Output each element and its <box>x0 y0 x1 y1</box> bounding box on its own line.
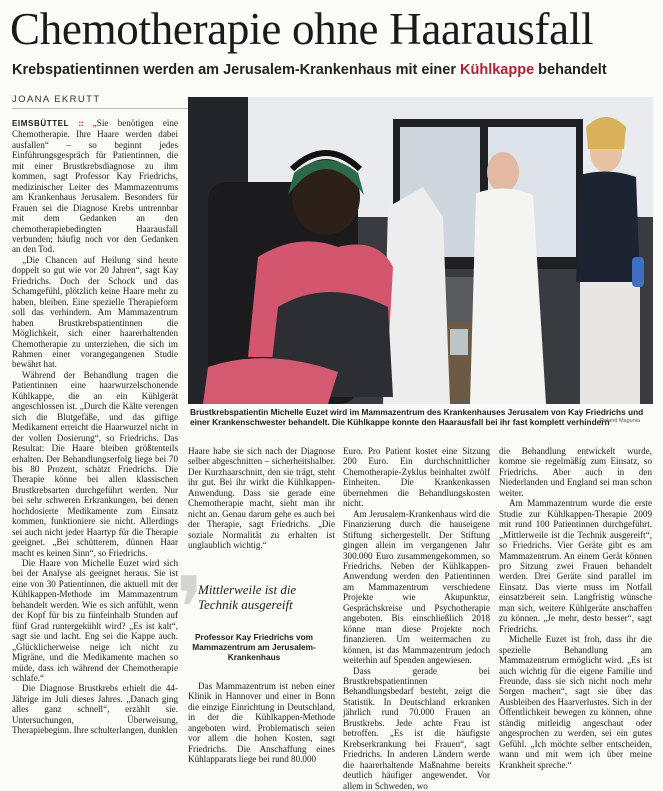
photo-illustration <box>188 97 653 404</box>
article-column-4 <box>499 446 652 774</box>
paragraph: Am Mammazentrum wurde die erste Studie zur Kühlkappen-Therapie 2009 mit rund 100 Patientinnen durchgeführt. „Mittlerweile ist die Technik ausgereift“, so Friedrichs. Vier Geräte gibt es am Mammazentrum. An einem Gerät können pro Sitzung zwei Frauen behandelt werden. Drei Geräte sind parallel im Einsatz. Das vierte muss im Notfall einsatzbereit sein. Langfristig wünsche man sich, weitere Kühlgeräte anschaffen zu können. „Je mehr, desto besser“, sagt Friedrichs. <box>499 498 652 634</box>
paragraph: Während der Behandlung tragen die Patientinnen eine haarwurzelschonende Kühlkappe, die an ein Kühlgerät angeschlossen ist. „Durch die Kälte verengen sich die Blutgefäße, und das giftige Medikament erreicht die Haarwurzel nicht in der vollen Dosierung“, so Friedrichs. Das Resultat: Die Haare bleiben größtenteils erhalten. Der Behandlungserfolg liege bei 70 bis 80 Prozent, schätzt Friedrichs. Die Therapie könne bei allen klassischen Brustkrebsarten durchgeführt werden. Nur bei sehr schweren Erkrankungen, bei denen hochdosierte Medikamente zum Einsatz kommen, funktioniere sie nicht. Allerdings sei auch nicht jeder Haartyp für die Therapie geeignet. „Bei schütterem, dünnen Haar macht es keinen Sinn“, so Friedrichs. <box>12 369 178 558</box>
subhead-text-after: behandelt <box>534 62 607 78</box>
paragraph: Am Jerusalem-Krankenhaus wird die Finanzierung durch die hauseigene Stiftung sichergestellt. Der Stiftung gingen allein im vergangenen Jahr 300.000 Euro zusammengekommen, so Friedrichs. Neben der Kühlkappen-Anwendung werden den Patientinnen am Mammazentrum verschiedene Projekte wie Akupunktur, Gesprächskreise und Psychotherapie angeboten. Bis einschließlich 2018 könne man diese Projekte noch finanzieren. Um weitermachen zu können, ist das Mammazentrum jedoch weiterhin auf Spenden angewiesen. <box>343 508 490 666</box>
subhead-highlight: Kühlkappe <box>460 62 535 78</box>
paragraph: die Behandlung entwickelt wurde, komme sie regelmäßig zum Einsatz, so Friedrichs. Aber auch in den Niederlanden und England sei man schon weiter. <box>499 446 652 498</box>
paragraph: Die Diagnose Brustkrebs erhielt die 44-Jährige im Juli dieses Jahres. „Danach ging alles ganz schnell“, erzählt sie. Untersuchungen, Überweisung, Therapiebeginn. Ihre schulterlangen, dunklen <box>12 683 178 736</box>
article-photo <box>188 97 653 404</box>
quote-mark-icon: ❜ <box>176 561 204 657</box>
lead-text: „Sie benötigen eine Chemotherapie. Ihre Haare werden dabei ausfallen“ – so beginnt jedes Einführungsgespräch für Patientinnen, die mit einer Brustkrebsdiagnose zu ihm kommen, sagt Professor Kay Friedrichs, medizinischer Leiter des Mammazentrums am Krankenhaus Jerusalem. Besonders für Frauen sei die Diagnose Krebs untrennbar mit dem Gedanken an den chemotherapiebedingten Haarausfall verbunden; häufig noch vor den Gedanken an den Tod. <box>12 118 178 255</box>
dateline-marker: :: <box>78 118 84 128</box>
paragraph: Michelle Euzet ist froh, dass ihr die spezielle Behandlung am Mammazentrum ermöglicht wird. „Es ist auch wichtig für die eigene Familie und Freunde, dass sie sich nicht noch mehr Sorgen machen“, sagt sie über das Ausbleiben des Haarverlustes. Sich in der Öffentlichkeit bewegen zu können, ohne ständig mitleidig angeschaut oder angesprochen zu werden, sei ein gutes Gefühl. „Ich möchte selber entscheiden, wann und mit wem ich über meine Krankheit spreche.“ <box>499 634 652 770</box>
lead-paragraph <box>12 118 178 255</box>
pull-quote-text: Mittlerweile ist die Technik ausgereift <box>198 582 297 612</box>
paragraph: „Die Chancen auf Heilung sind heute doppelt so gut wie vor 20 Jahren“, sagt Kay Friedrichs. Doch der Schock und das Schamgefühl, plötzlich keine Haare mehr zu haben, bleiben. Eine spezielle Therapieform soll das verhindern. Am Mammazentrum haben Brustkrebspatientinnen die Möglichkeit, sich einer haarerhaltenden Chemotherapie zu unterziehen, die sich im Rahmen einer vorangegangenen Studie bewährt hat. <box>12 254 178 370</box>
headline: Chemotherapie ohne Haarausfall <box>10 4 594 54</box>
subhead-text-before: Krebspatientinnen werden am Jerusalem-Krankenhaus mit einer <box>12 62 461 78</box>
photo-credit: Roland Magunia <box>600 418 641 424</box>
pull-quote-author: Professor Kay Friedrichs vom Mammazentrum am Jerusalem-Krankenhaus <box>192 632 316 662</box>
dateline: EIMSBÜTTEL <box>12 119 70 128</box>
article-column-1 <box>12 118 178 774</box>
paragraph: Die Haare von Michelle Euzet wird sich bei der Analyse als geeignet heraus. Sie ist eine von 30 Patientinnen, die aktuell mit der Kühlkappen-Methode im Mammazentrum behandelt werden. Wie es sich anfühlt, wenn der Kopf für bis zu fünfeinhalb Stunden auf fünf Grad runtergekühlt wird? „Es ist kalt“, sagt sie und lacht. Eng sei die Kappe auch. „Glücklicherweise neige ich nicht zu Migräne, und die Medikamente machen so müde, dass ich während der Chemotherapie schlafe.“ <box>12 558 178 684</box>
paragraph: Das Mammazentrum ist neben einer Klinik in Hannover und einer in Bonn die einzige Einrichtung in Deutschland, in der die Kühlkappen-Methode angeboten wird. Problematisch seien vor allem die hohen Kosten, sagt Friedrichs. Die Anschaffung eines Kühlapparats liege bei rund 80.000 <box>188 681 335 765</box>
paragraph: Haare habe sie sich nach der Diagnose selber abgeschnitten – sicherheitshalber. Der Kurzhaarschnitt, den sie trägt, steht ihr gut. Bei ihr wirkt die Kühlkappen-Anwendung. Dass sie gerade eine Chemotherapie macht, sieht man ihr nicht an. Genau darum gehe es auch bei der Therapie, sagt Friedrichs. „Die soziale Normalität zu erhalten ist unglaublich wichtig.“ <box>188 446 335 551</box>
article-column-2-continued <box>188 681 335 774</box>
article-column-3 <box>343 446 490 791</box>
pull-quote <box>176 561 328 680</box>
subheadline <box>12 62 652 78</box>
photo-caption: Brustkrebspatientin Michelle Euzet wird im Mammazentrum des Krankenhauses Jerusalem von Kay Friedrichs und einer Krankenschwester behandelt. Die Kühlkappe konnte den Haarausfall bei ihr fast komplett verhindern <box>190 407 644 427</box>
article-column-2 <box>188 446 335 556</box>
paragraph: Euro. Pro Patient kostet eine Sitzung 200 Euro. Ein durchschnittlicher Chemotherapie-Zyklus beinhaltet zwölf Einheiten. Die Krankenkassen übernehmen die Behandlungskosten nicht. <box>343 446 490 509</box>
byline: JOANA EKRUTT <box>12 94 101 105</box>
paragraph: Dass gerade bei Brustkrebspatientinnen Behandlungsbedarf besteht, zeigt die Statistik. In Deutschland erkranken jährlich rund 70.000 Frauen an Brustkrebs. Jede achte Frau ist betroffen. „Es ist die häufigste Krebserkrankung bei Frauen“, sagt Friedrichs. In anderen Ländern werde die haarerhaltende Maßnahme bereits deutlich häufiger angewendet. Vor allem in Schweden, wo <box>343 665 490 791</box>
